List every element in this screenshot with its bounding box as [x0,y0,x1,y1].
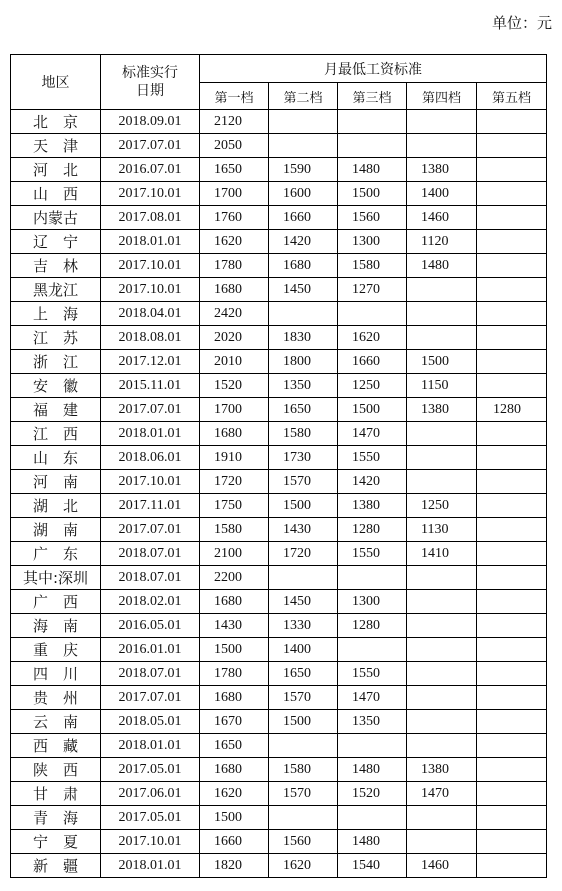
tier-2-cell: 1450 [269,278,338,302]
tier-2-cell: 1350 [269,374,338,398]
tier-2-cell: 1800 [269,350,338,374]
tier-2-cell: 1400 [269,638,338,662]
date-cell: 2017.10.01 [101,470,200,494]
region-cell: 内蒙古 [11,206,101,230]
tier-3-cell: 1270 [338,278,407,302]
date-cell: 2018.07.01 [101,542,200,566]
tier-2-cell [269,134,338,158]
tier-5-cell [477,566,547,590]
header-tier-3: 第三档 [338,83,407,110]
table-row [11,830,547,854]
tier-4-cell: 1130 [407,518,477,542]
date-cell: 2016.05.01 [101,614,200,638]
tier-3-cell: 1280 [338,518,407,542]
table-row [11,206,547,230]
tier-3-cell: 1620 [338,326,407,350]
tier-4-cell: 1460 [407,206,477,230]
tier-4-cell [407,806,477,830]
tier-2-cell: 1570 [269,470,338,494]
tier-4-cell: 1380 [407,398,477,422]
tier-1-cell: 2050 [200,134,269,158]
tier-4-cell [407,734,477,758]
table-row [11,806,547,830]
region-cell: 湖 北 [11,494,101,518]
table-row [11,614,547,638]
date-cell: 2015.11.01 [101,374,200,398]
tier-5-cell [477,614,547,638]
tier-3-cell: 1560 [338,206,407,230]
tier-5-cell [477,758,547,782]
tier-3-cell: 1540 [338,854,407,878]
tier-5-cell [477,134,547,158]
tier-1-cell: 1910 [200,446,269,470]
tier-5-cell [477,470,547,494]
tier-5-cell [477,350,547,374]
tier-4-cell: 1400 [407,182,477,206]
tier-3-cell: 1420 [338,470,407,494]
tier-5-cell [477,734,547,758]
date-cell: 2017.10.01 [101,830,200,854]
date-cell: 2018.07.01 [101,662,200,686]
tier-1-cell: 1680 [200,686,269,710]
tier-3-cell: 1480 [338,758,407,782]
tier-2-cell: 1500 [269,494,338,518]
tier-1-cell: 1680 [200,278,269,302]
tier-3-cell: 1470 [338,686,407,710]
tier-3-cell [338,806,407,830]
date-cell: 2016.01.01 [101,638,200,662]
table-row [11,134,547,158]
tier-4-cell [407,302,477,326]
tier-5-cell [477,446,547,470]
tier-2-cell: 1730 [269,446,338,470]
tier-4-cell [407,662,477,686]
table-row [11,662,547,686]
tier-4-cell: 1410 [407,542,477,566]
table-row [11,110,547,134]
tier-5-cell [477,302,547,326]
tier-2-cell: 1570 [269,782,338,806]
tier-5-cell [477,110,547,134]
tier-5-cell [477,278,547,302]
tier-5-cell [477,206,547,230]
region-cell: 黑龙江 [11,278,101,302]
date-cell: 2017.07.01 [101,518,200,542]
tier-1-cell: 1670 [200,710,269,734]
header-tier-5: 第五档 [477,83,547,110]
tier-4-cell [407,470,477,494]
tier-4-cell: 1120 [407,230,477,254]
header-date-line2: 日期 [136,83,164,99]
tier-4-cell: 1480 [407,254,477,278]
tier-5-cell [477,710,547,734]
header-wage-group: 月最低工资标准 [200,55,547,83]
tier-5-cell: 1280 [477,398,547,422]
tier-5-cell [477,422,547,446]
region-cell: 天 津 [11,134,101,158]
tier-1-cell: 1720 [200,470,269,494]
tier-3-cell: 1480 [338,158,407,182]
tier-5-cell [477,518,547,542]
date-cell: 2018.01.01 [101,734,200,758]
tier-2-cell: 1620 [269,854,338,878]
tier-3-cell: 1470 [338,422,407,446]
tier-2-cell: 1570 [269,686,338,710]
date-cell: 2018.01.01 [101,230,200,254]
tier-1-cell: 1430 [200,614,269,638]
tier-3-cell: 1500 [338,182,407,206]
table-row [11,374,547,398]
header-tier-1: 第一档 [200,83,269,110]
tier-4-cell [407,710,477,734]
tier-1-cell: 1580 [200,518,269,542]
date-cell: 2017.12.01 [101,350,200,374]
date-cell: 2018.09.01 [101,110,200,134]
tier-3-cell: 1480 [338,830,407,854]
tier-1-cell: 2010 [200,350,269,374]
tier-1-cell: 1780 [200,254,269,278]
date-cell: 2016.07.01 [101,158,200,182]
tier-1-cell: 1650 [200,158,269,182]
tier-4-cell [407,422,477,446]
tier-2-cell [269,566,338,590]
table-row [11,854,547,878]
tier-5-cell [477,782,547,806]
tier-3-cell: 1550 [338,446,407,470]
tier-4-cell [407,110,477,134]
tier-5-cell [477,590,547,614]
header-date [101,55,200,110]
table-row [11,686,547,710]
date-cell: 2018.02.01 [101,590,200,614]
region-cell: 河 南 [11,470,101,494]
tier-2-cell [269,734,338,758]
table-row [11,350,547,374]
tier-2-cell: 1330 [269,614,338,638]
region-cell: 海 南 [11,614,101,638]
tier-4-cell: 1250 [407,494,477,518]
date-cell: 2017.07.01 [101,134,200,158]
region-cell: 青 海 [11,806,101,830]
table-row [11,782,547,806]
table-row [11,758,547,782]
tier-3-cell: 1280 [338,614,407,638]
tier-5-cell [477,854,547,878]
tier-4-cell [407,446,477,470]
tier-4-cell [407,326,477,350]
region-cell: 吉 林 [11,254,101,278]
date-cell: 2017.10.01 [101,182,200,206]
tier-3-cell [338,110,407,134]
tier-2-cell: 1720 [269,542,338,566]
tier-4-cell [407,566,477,590]
unit-label: 单位：元 [491,14,552,32]
tier-1-cell: 1680 [200,590,269,614]
tier-5-cell [477,638,547,662]
region-cell: 江 西 [11,422,101,446]
region-cell: 山 西 [11,182,101,206]
tier-5-cell [477,254,547,278]
tier-1-cell: 2120 [200,110,269,134]
region-cell: 陕 西 [11,758,101,782]
tier-2-cell [269,110,338,134]
table-row [11,470,547,494]
tier-3-cell: 1380 [338,494,407,518]
tier-2-cell: 1420 [269,230,338,254]
tier-5-cell [477,230,547,254]
tier-2-cell: 1580 [269,422,338,446]
date-cell: 2017.08.01 [101,206,200,230]
tier-1-cell: 1760 [200,206,269,230]
tier-2-cell: 1500 [269,710,338,734]
region-cell: 宁 夏 [11,830,101,854]
tier-1-cell: 1660 [200,830,269,854]
table-row [11,254,547,278]
region-cell: 北 京 [11,110,101,134]
tier-4-cell [407,638,477,662]
tier-2-cell: 1650 [269,662,338,686]
header-tier-4: 第四档 [407,83,477,110]
tier-1-cell: 1700 [200,182,269,206]
region-cell: 湖 南 [11,518,101,542]
tier-1-cell: 1500 [200,638,269,662]
tier-1-cell: 1620 [200,230,269,254]
tier-1-cell: 2420 [200,302,269,326]
date-cell: 2017.06.01 [101,782,200,806]
date-cell: 2017.07.01 [101,398,200,422]
tier-3-cell: 1580 [338,254,407,278]
region-cell: 重 庆 [11,638,101,662]
table-row [11,182,547,206]
tier-4-cell [407,686,477,710]
table-row [11,422,547,446]
tier-4-cell: 1150 [407,374,477,398]
date-cell: 2018.01.01 [101,854,200,878]
tier-3-cell [338,638,407,662]
tier-4-cell: 1380 [407,758,477,782]
tier-2-cell: 1600 [269,182,338,206]
tier-1-cell: 1780 [200,662,269,686]
tier-5-cell [477,494,547,518]
tier-3-cell: 1550 [338,542,407,566]
tier-2-cell [269,806,338,830]
table-row [11,494,547,518]
tier-4-cell [407,614,477,638]
tier-5-cell [477,830,547,854]
table-row [11,734,547,758]
tier-2-cell: 1430 [269,518,338,542]
tier-5-cell [477,542,547,566]
table-row [11,158,547,182]
tier-1-cell: 2200 [200,566,269,590]
tier-3-cell: 1300 [338,590,407,614]
tier-1-cell: 1520 [200,374,269,398]
tier-4-cell [407,278,477,302]
tier-3-cell: 1350 [338,710,407,734]
date-cell: 2017.05.01 [101,806,200,830]
table-row [11,518,547,542]
region-cell: 辽 宁 [11,230,101,254]
tier-3-cell [338,302,407,326]
tier-1-cell: 1750 [200,494,269,518]
region-cell: 河 北 [11,158,101,182]
region-cell: 云 南 [11,710,101,734]
tier-2-cell: 1560 [269,830,338,854]
tier-2-cell [269,302,338,326]
table-row [11,326,547,350]
tier-2-cell: 1450 [269,590,338,614]
tier-4-cell [407,134,477,158]
region-cell: 山 东 [11,446,101,470]
tier-4-cell: 1470 [407,782,477,806]
tier-5-cell [477,686,547,710]
region-cell: 其中:深圳 [11,566,101,590]
tier-4-cell [407,830,477,854]
tier-2-cell: 1590 [269,158,338,182]
tier-4-cell: 1380 [407,158,477,182]
date-cell: 2017.11.01 [101,494,200,518]
region-cell: 四 川 [11,662,101,686]
table-row [11,710,547,734]
date-cell: 2018.05.01 [101,710,200,734]
tier-2-cell: 1660 [269,206,338,230]
tier-3-cell [338,134,407,158]
region-cell: 浙 江 [11,350,101,374]
table-row [11,302,547,326]
tier-5-cell [477,158,547,182]
tier-1-cell: 1700 [200,398,269,422]
tier-1-cell: 2020 [200,326,269,350]
tier-3-cell: 1250 [338,374,407,398]
table-row [11,446,547,470]
tier-2-cell: 1650 [269,398,338,422]
tier-3-cell: 1500 [338,398,407,422]
tier-2-cell: 1580 [269,758,338,782]
header-date-line1: 标准实行 [122,65,178,81]
table-row [11,590,547,614]
table-row [11,398,547,422]
tier-3-cell [338,566,407,590]
date-cell: 2017.10.01 [101,254,200,278]
tier-5-cell [477,182,547,206]
date-cell: 2018.01.01 [101,422,200,446]
table-row [11,566,547,590]
tier-3-cell: 1660 [338,350,407,374]
tier-1-cell: 1650 [200,734,269,758]
header-region: 地区 [11,55,101,110]
tier-4-cell: 1460 [407,854,477,878]
tier-1-cell: 1680 [200,758,269,782]
region-cell: 上 海 [11,302,101,326]
region-cell: 广 西 [11,590,101,614]
table-row [11,230,547,254]
region-cell: 新 疆 [11,854,101,878]
tier-2-cell: 1830 [269,326,338,350]
tier-1-cell: 1680 [200,422,269,446]
table-row [11,542,547,566]
tier-5-cell [477,374,547,398]
table-row [11,278,547,302]
tier-3-cell: 1550 [338,662,407,686]
tier-1-cell: 1820 [200,854,269,878]
region-cell: 福 建 [11,398,101,422]
region-cell: 贵 州 [11,686,101,710]
date-cell: 2018.07.01 [101,566,200,590]
table-row [11,638,547,662]
region-cell: 安 徽 [11,374,101,398]
date-cell: 2017.10.01 [101,278,200,302]
min-wage-table [10,54,547,878]
tier-1-cell: 2100 [200,542,269,566]
tier-4-cell [407,590,477,614]
tier-2-cell: 1680 [269,254,338,278]
region-cell: 甘 肃 [11,782,101,806]
tier-5-cell [477,806,547,830]
tier-1-cell: 1500 [200,806,269,830]
tier-1-cell: 1620 [200,782,269,806]
tier-5-cell [477,326,547,350]
date-cell: 2018.08.01 [101,326,200,350]
region-cell: 广 东 [11,542,101,566]
tier-4-cell: 1500 [407,350,477,374]
date-cell: 2017.05.01 [101,758,200,782]
region-cell: 西 藏 [11,734,101,758]
region-cell: 江 苏 [11,326,101,350]
date-cell: 2017.07.01 [101,686,200,710]
date-cell: 2018.04.01 [101,302,200,326]
header-tier-2: 第二档 [269,83,338,110]
tier-3-cell [338,734,407,758]
tier-3-cell: 1300 [338,230,407,254]
tier-5-cell [477,662,547,686]
tier-3-cell: 1520 [338,782,407,806]
date-cell: 2018.06.01 [101,446,200,470]
